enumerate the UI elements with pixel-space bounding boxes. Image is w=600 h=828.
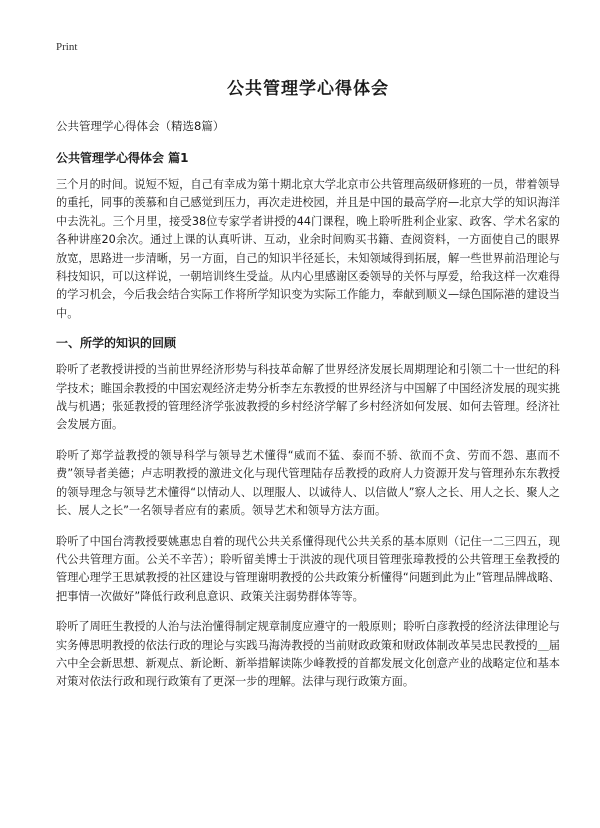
- paragraph-law-policy: 聆听了周旺生教授的人治与法治懂得制定规章制度应遵守的一般原则；聆听白彦教授的经济法律理论与实务傅思明教授的依法行政的理论与实践马海涛教授的当前财政政策和财政体制改革吴忠民教授的＿届六中全会新思想、新观点、新论断、新举措解读陈少峰教授的首都发展文化创意产业的战略定位和基本对策对依法行政和现行政策有了更深一步的理解。法律与现行政策方面。: [56, 620, 560, 689]
- document-title: 公共管理学心得体会: [227, 79, 389, 99]
- section-heading-1: 公共管理学心得体会 篇1: [56, 151, 189, 165]
- paragraph-economy: 聆听了老教授讲授的当前世界经济形势与科技革命解了世界经济发展长周期理论和引领二十一世纪的科学技术；睢国余教授的中国宏观经济走势分析李左东教授的世界经济与中国解了中国经济发展的现实挑战与机遇；张延教授的管理经济学张波教授的乡村经济学解了乡村经济如何发展、如何去管理。经济社会发展方面。: [56, 363, 560, 432]
- section-heading-2: 一、所学的知识的回顾: [56, 336, 177, 351]
- paragraph-leadership: 聆听了郑学益教授的领导科学与领导艺术懂得“威而不猛、泰而不骄、欲而不贪、劳而不怨、惠而不费”领导者美德；卢志明教授的激进文化与现代管理陆存岳教授的政府人力资源开发与管理孙东东教授的领导理念与领导艺术懂得“以情动人、以理服人、以诚待人、以信做人”察人之长、用人之长、聚人之长、展人之长”一名领导者应有的素质。领导艺术和领导方法方面。: [56, 448, 560, 518]
- print-label[interactable]: Print: [56, 41, 78, 53]
- document-subtitle: 公共管理学心得体会（精选8篇）: [56, 119, 225, 133]
- paragraph-public-relations: 聆听了中国台湾教授要姚惠忠自着的现代公共关系懂得现代公共关系的基本原则（记住一二三四五，现代公共管理方面。公关不辛苦）；聆听留美博士于洪波的现代项目管理张璋教授的公共管理王垒教授的管理心理学王思斌教授的社区建设与管理谢明教授的公共政策分析懂得“问题到此为止”管理品牌战略、把事情一次做好”降低行政利息意识、政策关注弱势群体等等。: [56, 534, 560, 603]
- intro-paragraph: 三个月的时间。说短不短，自己有幸成为第十期北京大学北京市公共管理高级研修班的一员，带着领导的重托，同事的羡慕和自己感觉到压力，再次走进校园，并且是中国的最高学府—北京大学的知识海洋中去洗礼。三个月里，接受38位专家学者讲授的44门课程，晚上聆听胜利企业家、政客、学术名家的各种讲座20余次。通过上课的认真听讲、互动，业余时间购买书籍、查阅资料，一方面使自己的眼界放宽，思路进一步清晰，另一方面，自己的知识半径延长，未知领域得到拓展，解一些世界前沿理论与科技知识，可以这样说，一朝培训终生受益。从内心里感谢区委领导的关怀与厚爱，给我这样一次难得的学习机会，今后我会结合实际工作将所学知识变为实际工作能力，奉献到顺义—绿色国际港的建设当中。: [56, 178, 560, 320]
